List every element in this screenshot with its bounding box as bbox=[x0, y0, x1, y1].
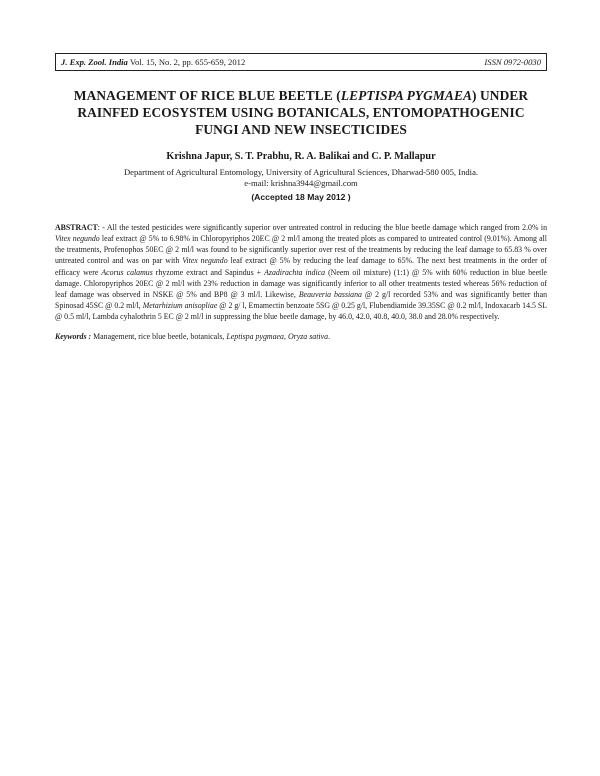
abstract-label: ABSTRACT bbox=[55, 223, 98, 232]
abstract-text: leaf extract @ 5% by reducing the leaf damage to 65%. The next best treatments in the order of efficacy were bbox=[55, 256, 548, 277]
title-species: LEPTISPA PYGMAEA bbox=[340, 88, 473, 103]
paper-title bbox=[58, 87, 544, 138]
journal-header bbox=[55, 53, 547, 71]
volume-info: Vol. 15, No. 2, pp. 655-659, 2012 bbox=[129, 57, 246, 67]
affiliation-block bbox=[58, 167, 544, 189]
abstract-species: Azadirachta indica bbox=[264, 267, 326, 277]
abstract-species: Metarhizium anisopliae bbox=[142, 301, 218, 311]
accepted-date: (Accepted 18 May 2012 ) bbox=[251, 192, 351, 202]
abstract-text: leaf extract @ 5% to 6.98% in Chloropyriphos 20EC @ 2 ml/l among the treated plots as compared to untreated control (9.01%). Among all the treatments, Profenophos 50EC @ 2 ml/l was found to be significantly superior over rest of the treatments by reducing the leaf damage to 65.83 % over untreated control and was on par with bbox=[55, 234, 547, 266]
keywords bbox=[55, 331, 547, 342]
affiliation: Department of Agricultural Entomology, University of Agricultural Sciences, Dharwad-580 005, India. bbox=[123, 167, 479, 177]
abstract-species: Vitex negundo bbox=[55, 234, 100, 244]
journal-name: J. Exp. Zool. India bbox=[61, 57, 128, 67]
abstract-species: Vitex negundo bbox=[182, 256, 228, 266]
abstract-text: (Neem oil mixture) (1:1) @ 5% with 60% reduction in blue beetle damage. Chloropyriphos 20EC @ 2 ml/l with 23% reduction in damage was significantly inferior to all other treatments tested whereas 56% reduction of leaf damage was observed in NSKE @ 5% and BP8 @ 3 ml/l. Likewise, bbox=[55, 267, 547, 299]
title-part-1: MANAGEMENT OF RICE BLUE BEETLE ( bbox=[73, 88, 341, 103]
keywords-text: Management, rice blue beetle, botanicals, bbox=[91, 332, 227, 341]
abstract-text: @ 2 g/l recorded 53% and was significantly better than Spinosad 45SC @ 0.2 ml/l, bbox=[55, 289, 548, 311]
email: e-mail: krishna3944@gmail.com bbox=[244, 178, 358, 188]
abstract-species: Acorus calamus bbox=[101, 267, 153, 277]
authors: Krishna Japur, S. T. Prabhu, R. A. Balikai and C. P. Mallapur bbox=[166, 151, 436, 162]
abstract-species: Beauveria bassiana bbox=[298, 289, 362, 299]
abstract-text: : - All the tested pesticides were significantly superior over untreated control in reducing the blue beetle damage which ranged from 2.0% in bbox=[97, 223, 547, 232]
keyword-species: Leptispa pygmaea bbox=[226, 332, 284, 341]
keywords-separator: , bbox=[284, 332, 288, 341]
issn: ISSN 0972-0030 bbox=[484, 57, 541, 67]
keyword-species: Oryza sativa bbox=[287, 332, 329, 341]
journal-citation bbox=[61, 57, 245, 67]
keywords-label: Keywords : bbox=[55, 332, 92, 341]
abstract-text: rhyzome extract and Sapindus + bbox=[152, 267, 265, 277]
keywords-end: . bbox=[328, 332, 331, 341]
title-part-2: ) UNDER RAINFED ECOSYSTEM USING BOTANICALS, ENTOMOPATHOGENIC FUNGI AND NEW INSECTICIDES bbox=[77, 88, 529, 137]
abstract bbox=[55, 222, 547, 322]
abstract-text: @ 2 g/ l, Emamectin benzoate 5SG @ 0.25 g/l, Flubendiamide 39.35SC @ 0.2 ml/l, Indoxacarb 14.5 SL @ 0.5 ml/l, Lambda cyhalothrin 5 EC @ 2 ml/l in suppressing the blue beetle damage, by 46.0, 42.0, 40.8, 40.0, 38.0 and 28.0% respectively. bbox=[55, 301, 548, 322]
